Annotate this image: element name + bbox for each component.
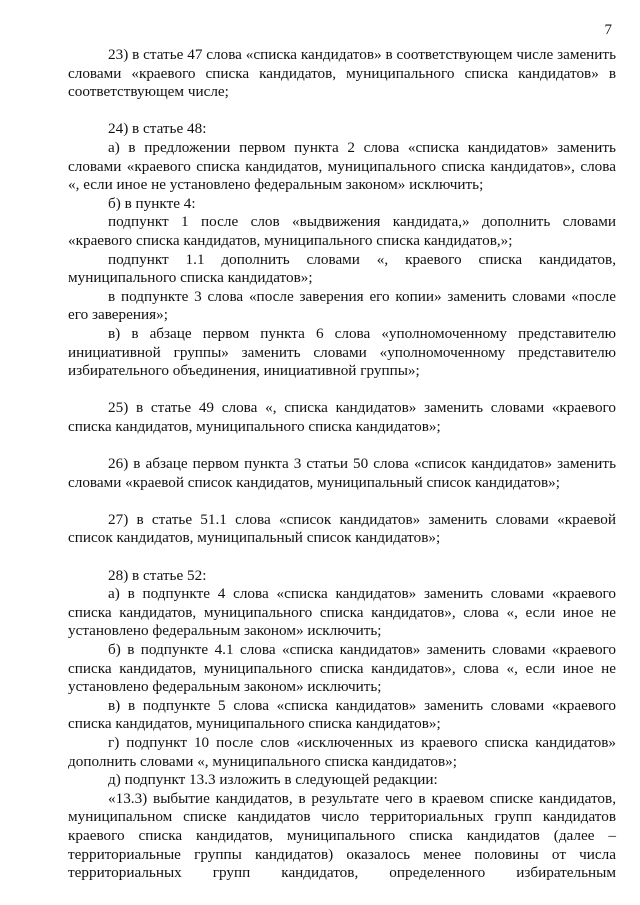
paragraph: в подпункте 3 слова «после заверения его копии» заменить словами «после его заверения»;	[68, 287, 616, 324]
paragraph: 23) в статье 47 слова «списка кандидатов» в соответствующем числе заменить словами «краевого списка кандидатов, муниципального списка кандидатов» в соответствующем числе;	[68, 46, 616, 101]
document-body	[68, 46, 616, 883]
paragraph: г) подпункт 10 после слов «исключенных из краевого списка кандидатов» дополнить словами «, муниципального списка кандидатов»;	[68, 733, 616, 770]
paragraph: «13.3) выбытие кандидатов, в результате чего в краевом списке кандидатов, муниципальном списке кандидатов число территориальных групп кандидатов краевого списка кандидатов, муниципального списка кандидатов (далее – территориальные группы кандидатов) оказалось менее половины от числа территориальных групп кандидатов, определенного избирательным	[68, 789, 616, 882]
paragraph: а) в предложении первом пункта 2 слова «списка кандидатов» заменить словами «краевого списка кандидатов, муниципального списка кандидатов», слова «, если иное не установлено федеральным законом» исключить;	[68, 138, 616, 194]
paragraph-gap	[68, 102, 616, 121]
paragraph: б) в подпункте 4.1 слова «списка кандидатов» заменить словами «краевого списка кандидатов, муниципального списка кандидатов», слова «, если иное не установлено федеральным законом» исключить;	[68, 641, 616, 696]
paragraph: в) в абзаце первом пункта 6 слова «уполномоченному представителю инициативной группы» заменить словами «уполномоченному представителю избирательного объединения, инициативной группы»;	[68, 324, 616, 380]
paragraph: в) в подпункте 5 слова «списка кандидатов» заменить словами «краевого списка кандидатов, муниципального списка кандидатов»;	[68, 696, 616, 733]
paragraph: б) в пункте 4:	[108, 194, 196, 212]
paragraph-gap	[68, 381, 616, 400]
paragraph: 25) в статье 49 слова «, списка кандидатов» заменить словами «краевого списка кандидатов, муниципального списка кандидатов»;	[68, 399, 616, 435]
paragraph-gap	[68, 492, 616, 511]
paragraph: а) в подпункте 4 слова «списка кандидатов» заменить словами «краевого списка кандидатов, муниципального списка кандидатов», слова «, если иное не установлено федеральным законом» исключить;	[68, 585, 616, 640]
paragraph-gap	[68, 548, 616, 567]
page-number: 7	[604, 22, 612, 38]
paragraph: 28) в статье 52:	[108, 566, 207, 584]
paragraph: подпункт 1.1 дополнить словами «, краевого списка кандидатов, муниципального списка кандидатов»;	[68, 250, 616, 287]
paragraph: 26) в абзаце первом пункта 3 статьи 50 слова «список кандидатов» заменить словами «краевой список кандидатов, муниципальный список кандидатов»;	[68, 455, 616, 491]
paragraph: д) подпункт 13.3 изложить в следующей редакции:	[108, 771, 438, 789]
paragraph-gap	[68, 436, 616, 455]
paragraph: 24) в статье 48:	[108, 120, 207, 138]
paragraph: 27) в статье 51.1 слова «список кандидатов» заменить словами «краевой список кандидатов, муниципальный список кандидатов»;	[68, 510, 616, 547]
paragraph: подпункт 1 после слов «выдвижения кандидата,» дополнить словами «краевого списка кандидатов, муниципального списка кандидатов,»;	[68, 213, 616, 249]
